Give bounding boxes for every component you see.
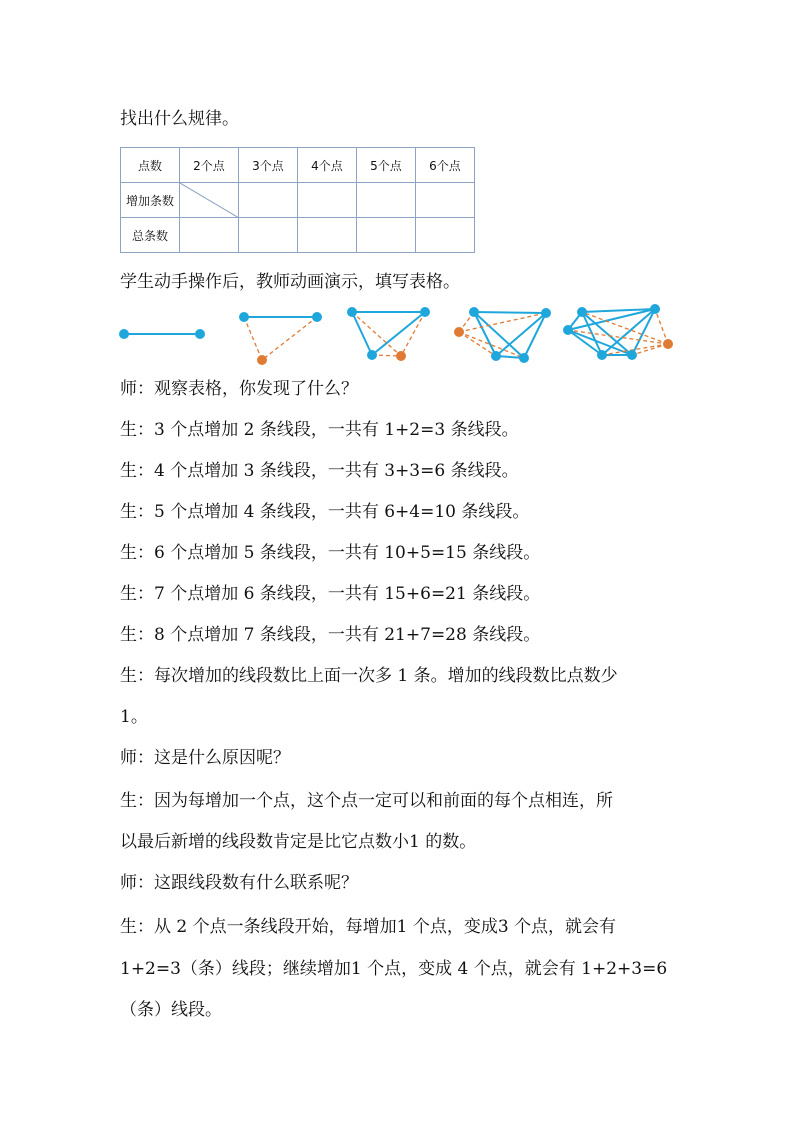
points-segments-table xyxy=(120,147,475,253)
table-header-cell: 4个点 xyxy=(298,148,357,183)
after-table-text: 学生动手操作后，教师动画演示，填写表格。 xyxy=(120,272,460,292)
diagram-4-points xyxy=(347,307,430,361)
intro-text: 找出什么规律。 xyxy=(120,109,239,129)
dialogue-line: 以最后新增的线段数肯定是比它点数小1 的数。 xyxy=(120,832,477,852)
table-cell xyxy=(416,218,475,253)
diagonal-empty-cell xyxy=(180,183,239,218)
dialogue-line: 生：3 个点增加 2 条线段，一共有 1+2=3 条线段。 xyxy=(120,420,519,440)
diagonal-line xyxy=(180,183,239,218)
table-cell xyxy=(416,183,475,218)
dialogue-line: 生：6 个点增加 5 条线段，一共有 10+5=15 条线段。 xyxy=(120,543,541,563)
dialogue-line: 生：因为每增加一个点，这个点一定可以和前面的每个点相连，所 xyxy=(120,791,613,811)
diagram-5-points xyxy=(454,307,551,363)
dialogue-line: 师：这跟线段数有什么联系呢？ xyxy=(120,873,358,893)
dialogue-line: 生：8 个点增加 7 条线段，一共有 21+7=28 条线段。 xyxy=(120,625,541,645)
dialogue-line: 生：5 个点增加 4 条线段，一共有 6+4=10 条线段。 xyxy=(120,502,530,522)
dialogue-line: 师：观察表格，你发现了什么？ xyxy=(120,379,358,399)
point-line-diagrams xyxy=(112,298,682,368)
table-row xyxy=(121,218,475,253)
dialogue-line: 师：这是什么原因呢？ xyxy=(120,748,290,768)
dialogue-line: 1+2=3（条）线段；继续增加1 个点，变成 4 个点，就会有 1+2+3=6 xyxy=(120,959,668,979)
table-header-cell: 3个点 xyxy=(239,148,298,183)
table-row xyxy=(121,183,475,218)
table-cell xyxy=(239,183,298,218)
row-label-increase: 增加条数 xyxy=(121,183,180,218)
dialogue-line: 生：从 2 个点一条线段开始，每增加1 个点，变成3 个点，就会有 xyxy=(120,917,617,937)
table-cell xyxy=(298,183,357,218)
table-header-row xyxy=(121,148,475,183)
table-header-cell: 2个点 xyxy=(180,148,239,183)
dialogue-line: 生：每次增加的线段数比上面一次多 1 条。增加的线段数比点数少 xyxy=(120,666,618,686)
dialogue-line: （条）线段。 xyxy=(120,1000,222,1020)
table-cell xyxy=(239,218,298,253)
table-cell xyxy=(180,218,239,253)
diagram-6-points xyxy=(563,304,673,360)
table-header-cell: 点数 xyxy=(121,148,180,183)
table-cell xyxy=(357,218,416,253)
table-cell xyxy=(357,183,416,218)
table-cell xyxy=(298,218,357,253)
table-header-cell: 5个点 xyxy=(357,148,416,183)
dialogue-line: 生：4 个点增加 3 条线段，一共有 3+3=6 条线段。 xyxy=(120,461,519,481)
row-label-total: 总条数 xyxy=(121,218,180,253)
dialogue-line: 1。 xyxy=(120,707,148,727)
dialogue-line: 生：7 个点增加 6 条线段，一共有 15+6=21 条线段。 xyxy=(120,584,541,604)
table-header-cell: 6个点 xyxy=(416,148,475,183)
diagram-3-points xyxy=(239,312,322,365)
diagram-2-points xyxy=(119,329,205,339)
